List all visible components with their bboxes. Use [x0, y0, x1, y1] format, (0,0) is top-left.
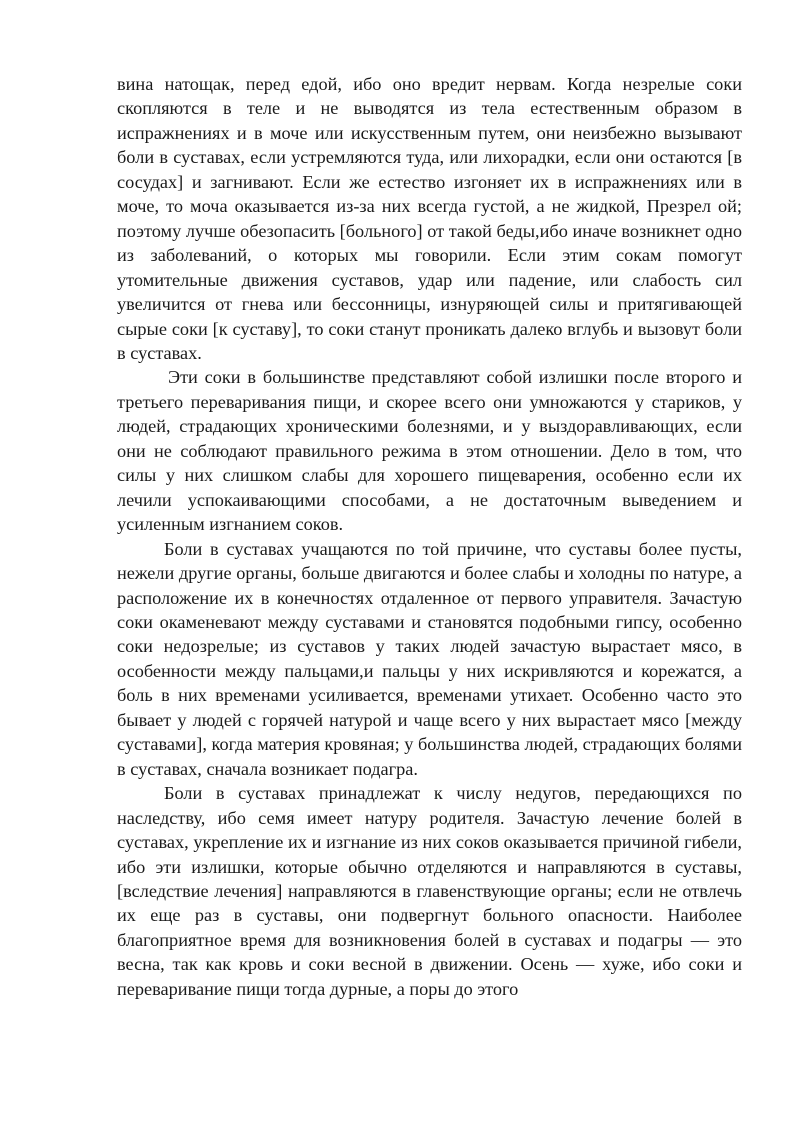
- paragraph-2: Эти соки в большинстве представляют собой излишки после второго и третьего переваривания пищи, и скорее всего они умножаются у стариков, у людей, страдающих хроническими болезнями, и у выздоравливающих, если они не соблюдают правильного режима в этом отношении. Дело в том, что силы у них слишком слабы для хорошего пищеварения, особенно если их лечили успокаивающими способами, а не достаточным выведением и усиленным изгнанием соков.: [117, 367, 742, 535]
- paragraph-3: Боли в суставах учащаются по той причине, что суставы более пусты, нежели другие органы, больше двигаются и более слабы и холодны по натуре, а расположение их в конечностях отдаленное от первого управителя. Зачастую соки окаменевают между суставами и становятся подобными гипсу, особенно соки недозрелые; из суставов у таких людей зачастую вырастает мясо, в особенности между пальцами,и пальцы у них искривляются и корежатся, а боль в них временами усиливается, временами утихает. Особенно часто это бывает у людей с горячей натурой и чаще всего у них вырастает мясо [между суставами], когда материя кровяная; у большинства людей, страдающих болями в суставах, сначала возникает подагра.: [117, 538, 742, 779]
- paragraph-4: Боли в суставах принадлежат к числу недугов, передающихся по наследству, ибо семя имеет натуру родителя. Зачастую лечение болей в суставах, укрепление их и изгнание из них соков оказывается причиной гибели, ибо эти излишки, которые обычно отделяются и направляются в суставы, [вследствие лечения] направляются в главенствующие органы; если не отвлечь их еще раз в суставы, они подвергнут больного опасности. Наиболее благоприятное время для возникновения болей в суставах и подагры — это весна, так как кровь и соки весной в движении. Осень — хуже, ибо соки и переваривание пищи тогда дурные, а поры до этого: [117, 783, 742, 999]
- paragraph-1: вина натощак, перед едой, ибо оно вредит нервам. Когда незрелые соки скопляются в теле и не выводятся из тела естественным образом в испражнениях и в моче или искусственным путем, они неизбежно вызывают боли в суставах, если устремляются туда, или лихорадки, если они остаются [в сосудах] и загнивают. Если же естество изгоняет их в испражнениях или в моче, то моча оказывается из-за них всегда густой, а не жидкой, Презрел ой; поэтому лучше обезопасить [больного] от такой беды,ибо иначе возникнет одно из заболеваний, о которых мы говорили. Если этим сокам помогут утомительные движения суставов, удар или падение, или слабость сил увеличится от гнева или бессонницы, изнуряющей силы и притягивающей сырые соки [к суставу], то соки станут проникать далеко вглубь и вызовут боли в суставах.: [117, 74, 742, 363]
- document-page: [117, 72, 742, 1001]
